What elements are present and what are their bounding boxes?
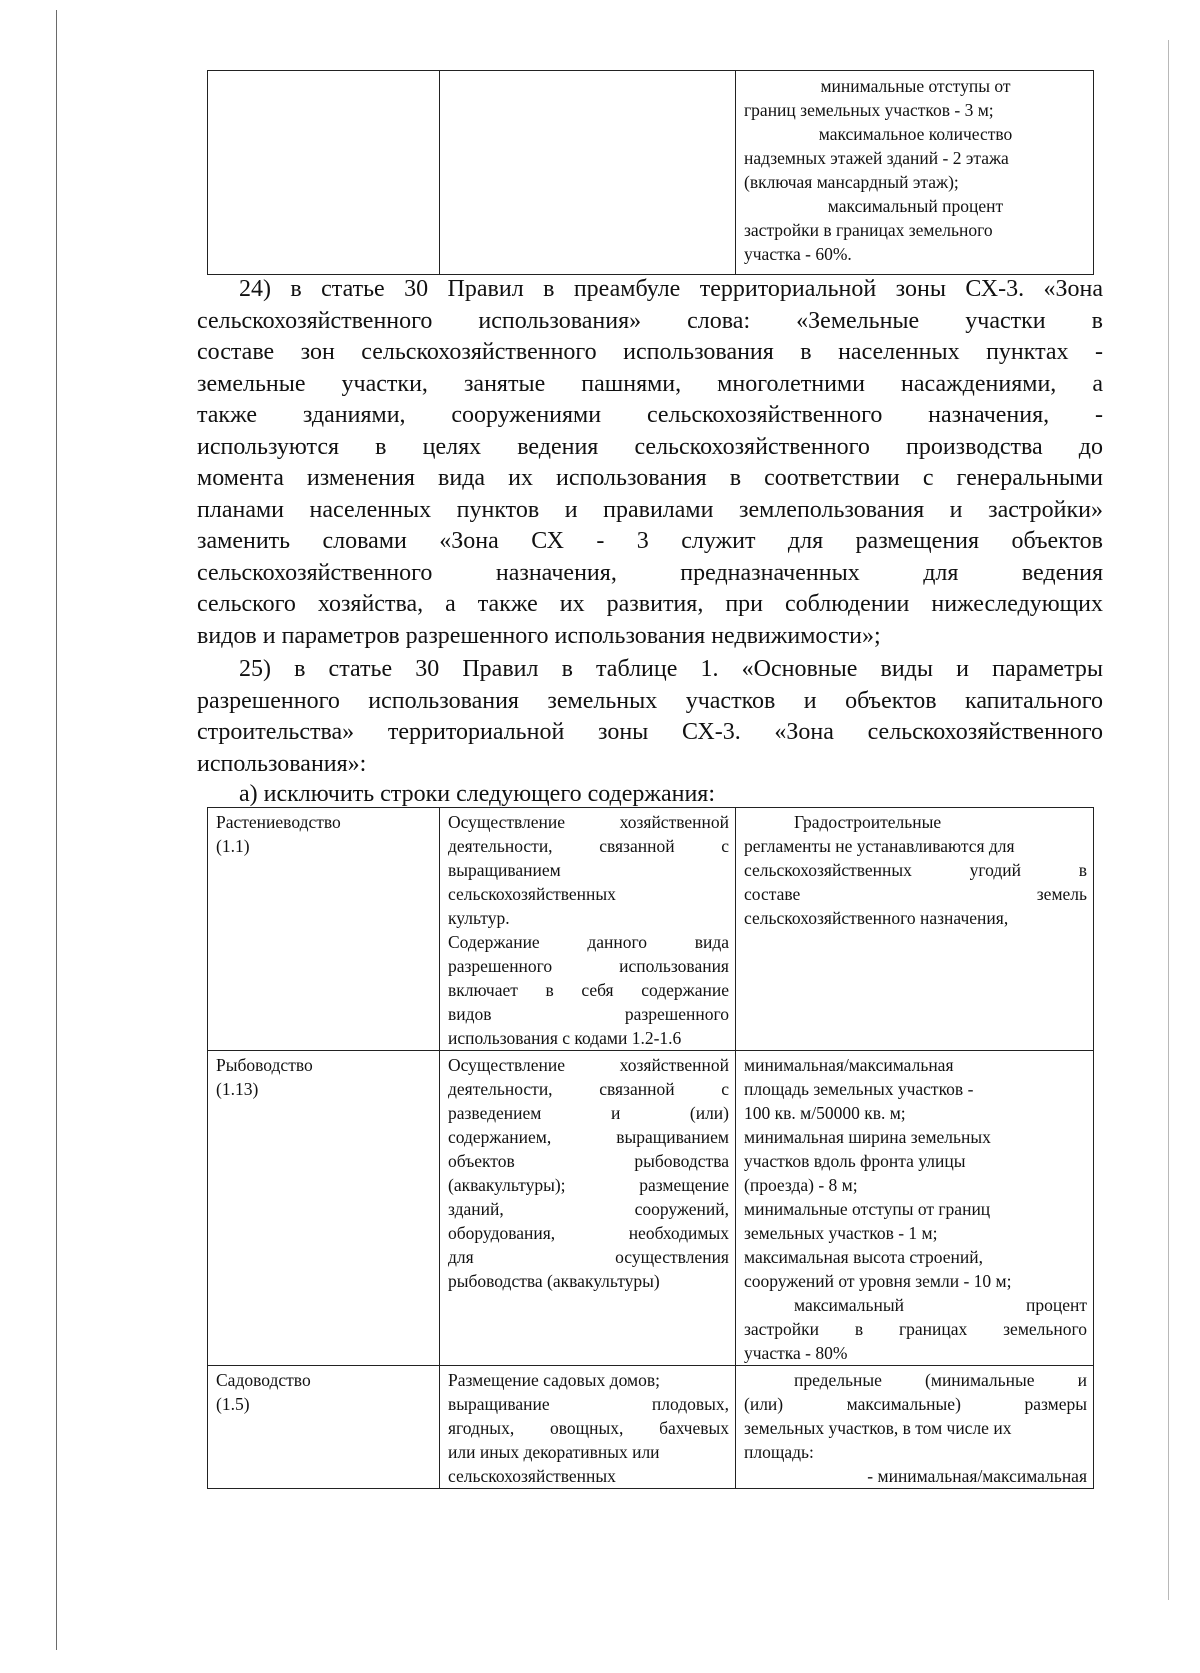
cell-line: земельных участков - 1 м;: [744, 1223, 938, 1243]
cell-line: минимальные отступы от: [820, 76, 1011, 96]
cell-line: разрешенного использования: [448, 956, 729, 976]
cell-line: Осуществление хозяйственной: [448, 812, 729, 832]
paragraph-a: [197, 779, 1103, 811]
text-line: видов и параметров разрешенного использования недвижимости»;: [197, 622, 881, 649]
cell-line: Размещение садовых домов;: [448, 1370, 660, 1390]
cell-line: минимальная/максимальная: [744, 1055, 954, 1075]
cell-line: [744, 954, 1087, 978]
scan-edge-right: [1168, 40, 1169, 1600]
cell-line: Растениеводство: [216, 812, 341, 832]
scan-edge-left: [56, 10, 57, 1650]
text-line: составе зон сельскохозяйственного использования в населенных пунктах -: [197, 339, 1103, 365]
cell-line: участка - 80%: [744, 1343, 848, 1363]
text-line: сельскохозяйственного назначения, предназначенных для ведения: [197, 559, 1103, 586]
cell-line: (проезда) - 8 м;: [744, 1175, 858, 1195]
paragraph-24: [197, 274, 1103, 652]
cell-line: минимальные отступы от границ: [744, 1199, 991, 1219]
excluded-rows-table: [207, 807, 1094, 1489]
cell-line: максимальная высота строений,: [744, 1247, 983, 1267]
table-cell-parameters: [736, 808, 1094, 1051]
table-cell-empty: [440, 71, 736, 275]
cell-line: для осуществления: [448, 1247, 729, 1267]
text-line: а) исключить строки следующего содержания:: [239, 781, 716, 807]
table-cell-empty: [208, 71, 440, 275]
cell-line: использования с кодами 1.2-1.6: [448, 1028, 682, 1048]
table-cell-description: [440, 808, 736, 1051]
cell-line: - минимальная/максимальная: [867, 1466, 1087, 1486]
cell-line: земельных участков, в том числе их: [744, 1418, 1012, 1438]
cell-line: сельскохозяйственных: [448, 1466, 616, 1486]
cell-line: Градостроительные: [794, 812, 942, 832]
cell-line: площадь земельных участков -: [744, 1079, 974, 1099]
table-cell-name: [208, 808, 440, 1051]
text-line: сельскохозяйственного использования» слова: «Земельные участки в: [197, 307, 1103, 334]
cell-line: или иных декоративных или: [448, 1442, 660, 1462]
text-line: разрешенного использования земельных участков и объектов капитального: [197, 687, 1103, 714]
cell-line: Рыбоводство: [216, 1055, 313, 1075]
cell-line: деятельности, связанной с: [448, 836, 729, 856]
cell-line: (1.1): [216, 836, 250, 856]
table-row: [208, 808, 1094, 1051]
cell-line: максимальный процент: [827, 196, 1004, 216]
cell-line: Садоводство: [216, 1370, 311, 1390]
text-line: используются в целях ведения сельскохозяйственного производства до: [197, 433, 1103, 460]
cell-line: участков вдоль фронта улицы: [744, 1151, 966, 1171]
cell-line: регламенты не устанавливаются для: [744, 836, 1015, 856]
cell-line: границ земельных участков - 3 м;: [744, 100, 994, 120]
cell-line: (аквакультуры); размещение: [448, 1175, 729, 1195]
cell-line: участка - 60%.: [744, 244, 852, 264]
cell-line: сельскохозяйственных: [448, 884, 616, 904]
text-line: использования»:: [197, 750, 367, 777]
paragraph-25: [197, 654, 1103, 780]
cell-line: деятельности, связанной с: [448, 1079, 729, 1099]
cell-line: выращиванием: [448, 860, 561, 880]
table-row: [208, 1051, 1094, 1366]
table-cell-description: [440, 1051, 736, 1366]
text-line: сельского хозяйства, а также их развития, при соблюдении нижеследующих: [197, 591, 1103, 617]
cell-line: разведением и (или): [448, 1103, 729, 1123]
cell-line: [744, 1026, 1087, 1050]
cell-line: застройки в границах земельного: [744, 220, 993, 240]
cell-line: застройки в границах земельного: [744, 1319, 1087, 1339]
cell-line: культур.: [448, 908, 510, 928]
cell-line: Содержание данного вида: [448, 932, 729, 952]
cell-line: [744, 978, 1087, 1002]
cell-line: видов разрешенного: [448, 1004, 729, 1024]
table-cell-name: [208, 1366, 440, 1489]
cell-line: рыбоводства (аквакультуры): [448, 1271, 660, 1291]
cell-line: надземных этажей зданий - 2 этажа: [744, 148, 1009, 168]
table-cell-parameters: [736, 71, 1094, 275]
table-cell-parameters: [736, 1366, 1094, 1489]
cell-line: (1.13): [216, 1079, 259, 1099]
cell-line: содержанием, выращиванием: [448, 1127, 729, 1147]
cell-line: [744, 1002, 1087, 1026]
cell-line: сельскохозяйственного назначения,: [744, 908, 1009, 928]
cell-line: минимальная ширина земельных: [744, 1127, 991, 1147]
text-line: 24) в статье 30 Правил в преамбуле территориальной зоны СХ-3. «Зона: [239, 276, 1103, 302]
cell-line: сельскохозяйственных угодий в: [744, 860, 1087, 880]
text-line: земельные участки, занятые пашнями, многолетними насаждениями, а: [197, 370, 1103, 397]
cell-line: [744, 930, 1087, 954]
cell-line: объектов рыбоводства: [448, 1151, 729, 1171]
table-row: [208, 71, 1094, 275]
cell-line: площадь:: [744, 1442, 814, 1462]
table-cell-description: [440, 1366, 736, 1489]
cell-line: (1.5): [216, 1394, 250, 1414]
continuation-table: [207, 70, 1094, 275]
cell-line: (включая мансардный этаж);: [744, 172, 959, 192]
cell-line: максимальное количество: [818, 124, 1013, 144]
cell-line: включает в себя содержание: [448, 980, 729, 1000]
cell-line: максимальный процент: [794, 1295, 1087, 1315]
text-line: также зданиями, сооружениями сельскохозяйственного назначения, -: [197, 402, 1103, 428]
cell-line: выращивание плодовых,: [448, 1394, 729, 1414]
text-line: планами населенных пунктов и правилами землепользования и застройки»: [197, 496, 1103, 523]
text-line: момента изменения вида их использования в соответствии с генеральными: [197, 465, 1103, 491]
table-cell-name: [208, 1051, 440, 1366]
cell-line: 100 кв. м/50000 кв. м;: [744, 1103, 906, 1123]
cell-line: сооружений от уровня земли - 10 м;: [744, 1271, 1012, 1291]
table-cell-parameters: [736, 1051, 1094, 1366]
cell-line: ягодных, овощных, бахчевых: [448, 1418, 729, 1438]
cell-line: (или) максимальные) размеры: [744, 1394, 1087, 1414]
table-row: [208, 1366, 1094, 1489]
text-line: 25) в статье 30 Правил в таблице 1. «Основные виды и параметры: [239, 656, 1103, 682]
cell-line: Осуществление хозяйственной: [448, 1055, 729, 1075]
text-line: строительства» территориальной зоны СХ-3. «Зона сельскохозяйственного: [197, 719, 1103, 745]
text-line: заменить словами «Зона СХ - 3 служит для размещения объектов: [197, 528, 1103, 554]
cell-line: составе земель: [744, 884, 1087, 904]
cell-line: предельные (минимальные и: [794, 1370, 1087, 1390]
cell-line: зданий, сооружений,: [448, 1199, 729, 1219]
cell-line: оборудования, необходимых: [448, 1223, 729, 1243]
